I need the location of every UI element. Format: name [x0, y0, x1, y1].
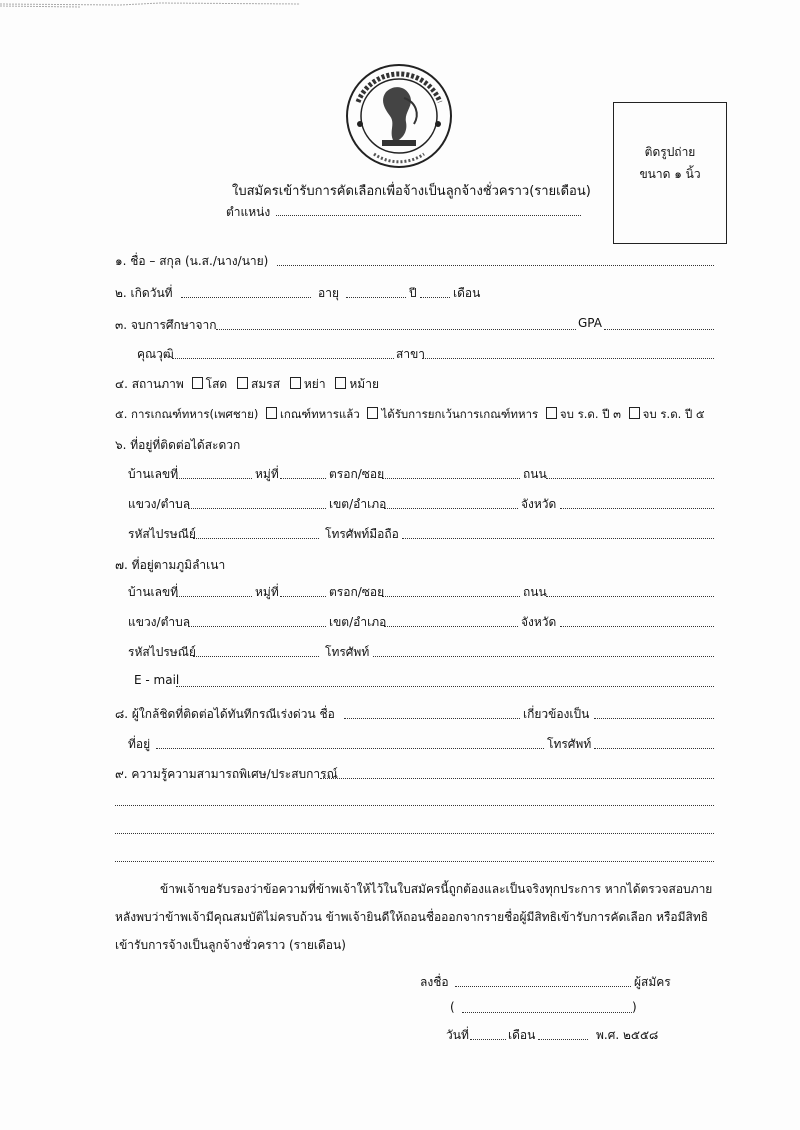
military-exempt-checkbox[interactable]: ได้รับการยกเว้นการเกณฑ์ทหาร [367, 407, 538, 421]
emergency-phone-field[interactable] [594, 748, 714, 749]
skills-field-line3[interactable] [115, 833, 714, 834]
road-field[interactable] [546, 478, 714, 479]
major-label: สาขา [396, 347, 426, 361]
tambon-label: แขวง/ตำบล [128, 497, 191, 511]
photo-size-label: ขนาด ๑ นิ้ว [639, 167, 701, 181]
dom-province-field[interactable] [560, 626, 714, 627]
dom-province-label: จังหวัด [521, 615, 557, 629]
photo-label: ติดรูปถ่าย [644, 145, 696, 159]
date-year-label: พ.ศ. ๒๕๕๘ [596, 1028, 659, 1042]
months-label: เดือน [453, 286, 481, 300]
postal-field[interactable] [193, 538, 319, 539]
province-label: จังหวัด [521, 497, 557, 511]
dom-tambon-field[interactable] [188, 626, 326, 627]
item6-contact-address-label: ๖. ที่อยู่ที่ติดต่อได้สะดวก [115, 438, 241, 452]
moo-field[interactable] [280, 478, 326, 479]
age-months-field[interactable] [420, 297, 450, 298]
marital-married-checkbox[interactable]: สมรส [237, 377, 280, 391]
dom-postal-field[interactable] [193, 656, 319, 657]
email-label: E - mail [134, 673, 180, 687]
tambon-field[interactable] [188, 508, 326, 509]
dom-phone-field[interactable] [373, 656, 714, 657]
marital-single-checkbox[interactable]: โสด [192, 377, 228, 391]
relation-field[interactable] [594, 718, 714, 719]
item3-education-label: ๓. จบการศึกษาจาก [115, 318, 217, 332]
amphoe-field[interactable] [384, 508, 518, 509]
years-label: ปี [409, 286, 417, 300]
dom-road-field[interactable] [546, 596, 714, 597]
dom-soi-label: ตรอก/ซอย [329, 585, 385, 599]
emergency-name-field[interactable] [344, 718, 520, 719]
signature-field[interactable] [455, 986, 631, 987]
skills-field-line4[interactable] [115, 861, 714, 862]
emergency-address-field[interactable] [156, 748, 544, 749]
house-no-label: บ้านเลขที่ [128, 467, 179, 481]
province-field[interactable] [560, 508, 714, 509]
item7-domicile-label: ๗. ที่อยู่ตามภูมิลำเนา [115, 558, 226, 572]
qualification-field[interactable] [172, 358, 394, 359]
marital-widowed-checkbox[interactable]: หม้าย [335, 377, 379, 391]
skills-field-line1[interactable] [320, 778, 714, 779]
paren-open: ( [450, 1000, 455, 1014]
position-field[interactable] [276, 215, 581, 216]
dom-tambon-label: แขวง/ตำบล [128, 615, 191, 629]
applicant-label: ผู้สมัคร [634, 975, 671, 989]
date-month-label: เดือน [508, 1028, 536, 1042]
moo-label: หมู่ที่ [255, 467, 279, 481]
sign-label: ลงชื่อ [420, 975, 449, 989]
military-service [115, 406, 705, 424]
house-no-field[interactable] [176, 478, 252, 479]
dom-amphoe-label: เขต/อำเภอ [329, 615, 387, 629]
marital-status [115, 375, 379, 394]
printed-name-field[interactable] [462, 1012, 632, 1013]
form-title: ใบสมัครเข้ารับการคัดเลือกเพื่อจ้างเป็นลูกจ้างชั่วคราว(รายเดือน) [232, 184, 591, 199]
relation-label: เกี่ยวข้องเป็น [523, 707, 590, 721]
item1-name-label: ๑. ชื่อ – สกุล (น.ส./นาง/นาย) [115, 254, 269, 268]
date-day-label: วันที่ [446, 1028, 469, 1042]
dom-house-no-label: บ้านเลขที่ [128, 585, 179, 599]
organization-seal-logo [344, 62, 454, 170]
item5-military-label: ๕. การเกณฑ์ทหาร(เพศชาย) [115, 407, 259, 421]
mobile-field[interactable] [402, 538, 714, 539]
dom-moo-field[interactable] [280, 596, 326, 597]
dom-moo-label: หมู่ที่ [255, 585, 279, 599]
emergency-address-label: ที่อยู่ [128, 737, 151, 751]
rd-year3-checkbox[interactable]: จบ ร.ด. ปี ๓ [546, 407, 621, 421]
dom-amphoe-field[interactable] [384, 626, 518, 627]
marital-divorced-checkbox[interactable]: หย่า [290, 377, 326, 391]
email-field[interactable] [176, 686, 714, 687]
gpa-label: GPA [578, 316, 602, 330]
dom-postal-label: รหัสไปรษณีย์ [128, 645, 196, 659]
military-done-checkbox[interactable]: เกณฑ์ทหารแล้ว [266, 407, 360, 421]
soi-field[interactable] [382, 478, 520, 479]
scan-edge-noise [0, 0, 800, 12]
item8-emergency-contact-label: ๘. ผู้ใกล้ชิดที่ติดต่อได้ทันทีกรณีเร่งด่วน ชื่อ [115, 707, 335, 721]
dom-road-label: ถนน [523, 585, 547, 599]
item2-dob-label: ๒. เกิดวันที่ [115, 286, 173, 300]
age-years-field[interactable] [346, 297, 406, 298]
position-label: ตำแหน่ง [226, 205, 271, 219]
education-field[interactable] [216, 329, 576, 330]
major-field[interactable] [422, 358, 714, 359]
mobile-label: โทรศัพท์มือถือ [325, 527, 399, 541]
soi-label: ตรอก/ซอย [329, 467, 385, 481]
rd-year5-checkbox[interactable]: จบ ร.ด. ปี ๕ [629, 407, 705, 421]
fullname-field[interactable] [277, 265, 714, 266]
dom-house-no-field[interactable] [176, 596, 252, 597]
date-month-field[interactable] [538, 1039, 588, 1040]
gpa-field[interactable] [604, 329, 714, 330]
item9-skills-label: ๙. ความรู้ความสามารถพิเศษ/ประสบการณ์ [115, 767, 338, 781]
item4-marital-label: ๔. สถานภาพ [115, 377, 184, 391]
dom-phone-label: โทรศัพท์ [325, 645, 370, 659]
date-day-field[interactable] [470, 1039, 506, 1040]
postal-label: รหัสไปรษณีย์ [128, 527, 196, 541]
age-label: อายุ [318, 286, 339, 300]
declaration-text: ข้าพเจ้าขอรับรองว่าข้อความที่ข้าพเจ้าให้ไว้ในใบสมัครนี้ถูกต้องและเป็นจริงทุกประการ หากได้ตรวจสอบภายหลังพบว่าข้าพเจ้ามีคุณสมบัติไม่ครบถ้วน ข้าพเจ้ายินดีให้ถอนชื่อออกจากรายชื่อผู้มีสิทธิเข้ารับการคัดเลือก หรือมีสิทธิเข้ารับการจ้างเป็นลูกจ้างชั่วคราว (รายเดือน) [115, 882, 713, 952]
qualification-label: คุณวุฒิ [137, 347, 174, 361]
photo-placeholder-box [613, 102, 727, 244]
dob-field[interactable] [181, 297, 311, 298]
amphoe-label: เขต/อำเภอ [329, 497, 387, 511]
emergency-phone-label: โทรศัพท์ [547, 737, 592, 751]
paren-close: ) [632, 1000, 637, 1014]
dom-soi-field[interactable] [382, 596, 520, 597]
skills-field-line2[interactable] [115, 805, 714, 806]
road-label: ถนน [523, 467, 547, 481]
